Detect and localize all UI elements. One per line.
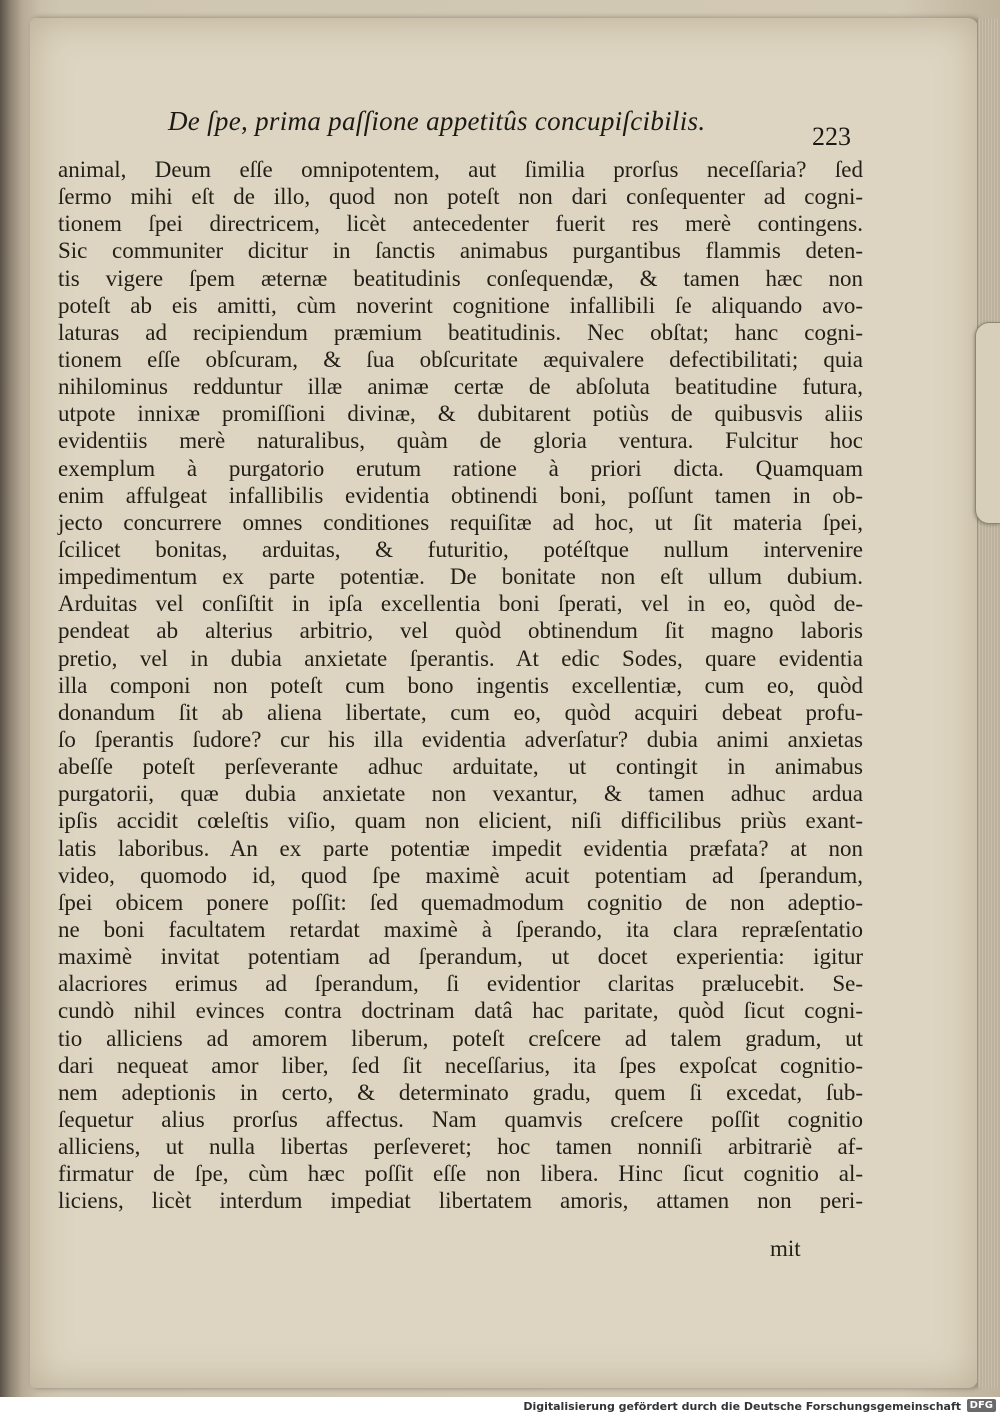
text-line: ſpei obicem ponere poſſit: ſed quemadmodum cognitio de non adeptio- xyxy=(58,889,863,915)
text-line: maximè invitat potentiam ad ſperandum, ut docet experientia: igitur xyxy=(58,944,863,970)
text-line: jecto concurrere omnes conditiones requiſitæ ad hoc, ut ſit materia ſpei, xyxy=(58,509,863,535)
text-line: illa componi non poteſt cum bono ingentis excellentiæ, cum eo, quòd xyxy=(58,672,863,698)
text-line: tis vigere ſpem æternæ beatitudinis conſequendæ, & tamen hæc non xyxy=(58,265,863,291)
text-line: abeſſe poteſt perſeverante adhuc arduitate, ut contingit in animabus xyxy=(58,754,863,780)
text-line: latis laboribus. An ex parte potentiæ impedit evidentia præfata? at non xyxy=(58,835,863,861)
text-line: firmatur de ſpe, cùm hæc poſſit eſſe non libera. Hinc ſicut cognitio al- xyxy=(58,1161,863,1187)
text-line: ſermo mihi eſt de illo, quod non poteſt non dari conſequenter ad cogni- xyxy=(58,184,863,210)
text-line: ſo ſperantis ſudore? cur his illa evidentia adverſatur? dubia animi anxietas xyxy=(58,726,863,752)
text-line: ſequetur alius prorſus affectus. Nam quamvis creſcere poſſit cognitio xyxy=(58,1106,863,1132)
text-line: pendeat ab alterius arbitrio, vel quòd obtinendum ſit magno laboris xyxy=(58,618,863,644)
text-line: tionem eſſe obſcuram, & ſua obſcuritate æquivalere defectibilitati; quia xyxy=(58,346,863,372)
text-line: Sic communiter dicitur in ſanctis animabus purgantibus flammis deten- xyxy=(58,238,863,264)
text-line: alliciens, ut nulla libertas perſeveret; hoc tamen nonniſi arbitrariè af- xyxy=(58,1134,863,1160)
text-line: Arduitas vel conſiſtit in ipſa excellentia boni ſperati, vel in eo, quòd de- xyxy=(58,591,863,617)
text-line: donandum ſit ab aliena libertate, cum eo, quòd acquiri debeat profu- xyxy=(58,699,863,725)
digitization-credit: Digitalisierung gefördert durch die Deutsche Forschungsgemeinschaft xyxy=(523,1400,961,1413)
text-line: exemplum à purgatorio erutum ratione à priori dicta. Quamquam xyxy=(58,455,863,481)
text-line: video, quomodo id, quod ſpe maximè acuit potentiam ad ſperandum, xyxy=(58,862,863,888)
text-line: nem adeptionis in certo, & determinato gradu, quem ſi excedat, ſub- xyxy=(58,1079,863,1105)
running-head: De ſpe, prima paſſione appetitûs concupiſcibilis. xyxy=(168,106,706,136)
text-line: animal, Deum eſſe omnipotentem, aut ſimilia prorſus neceſſaria? ſed xyxy=(58,157,863,182)
text-line: dari nequeat amor liber, ſed ſit neceſſarius, ita ſpes expoſcat cognitio- xyxy=(58,1052,863,1078)
text-line: ipſis accidit cœleſtis viſio, quam non elicient, niſi difficilibus priùs exant- xyxy=(58,808,863,834)
text-line: utpote innixæ promiſſioni divinæ, & dubitarent potiùs de quibusvis aliis xyxy=(58,401,863,427)
text-line: cundò nihil evinces contra doctrinam datâ hac paritate, quòd ſicut cogni- xyxy=(58,998,863,1024)
text-line: nihilominus redduntur illæ animæ certæ de abſoluta beatitudine futura, xyxy=(58,374,863,400)
dfg-logo: DFG xyxy=(967,1399,996,1412)
body-text xyxy=(58,156,863,1214)
text-line: impedimentum ex parte potentiæ. De bonitate non eſt ullum dubium. xyxy=(58,564,863,590)
page-stack-edge xyxy=(977,18,1000,1388)
page-tab-marker xyxy=(975,322,1000,524)
text-line: enim affulgeat infallibilis evidentia obtinendi boni, poſſunt tamen in ob- xyxy=(58,482,863,508)
text-line: liciens, licèt interdum impediat libertatem amoris, attamen non peri- xyxy=(58,1188,863,1214)
text-line: evidentiis merè naturalibus, quàm de gloria ventura. Fulcitur hoc xyxy=(58,428,863,454)
text-line: pretio, vel in dubia anxietate ſperantis. At edic Sodes, quare evidentia xyxy=(58,645,863,671)
text-line: alacriores erimus ad ſperandum, ſi evidentior claritas prælucebit. Se- xyxy=(58,971,863,997)
text-line: laturas ad recipiendum præmium beatitudinis. Nec obſtat; hanc cogni- xyxy=(58,319,863,345)
page-number: 223 xyxy=(812,122,851,151)
text-line: ne boni facultatem retardat maximè à ſperando, ita clara repræſentatio xyxy=(58,916,863,942)
text-line: tio alliciens ad amorem liberum, poteſt creſcere ad talem gradum, ut xyxy=(58,1025,863,1051)
text-line: poteſt ab eis amitti, cùm noverint cognitione infallibili ſe aliquando avo- xyxy=(58,292,863,318)
text-line: tionem ſpei directricem, licèt antecedenter fuerit res merè contingens. xyxy=(58,211,863,237)
text-line: purgatorii, quæ dubia anxietate non vexantur, & tamen adhuc ardua xyxy=(58,781,863,807)
text-line: ſcilicet bonitas, arduitas, & futuritio, potéſtque nullum intervenire xyxy=(58,536,863,562)
catchword: mit xyxy=(770,1236,801,1261)
